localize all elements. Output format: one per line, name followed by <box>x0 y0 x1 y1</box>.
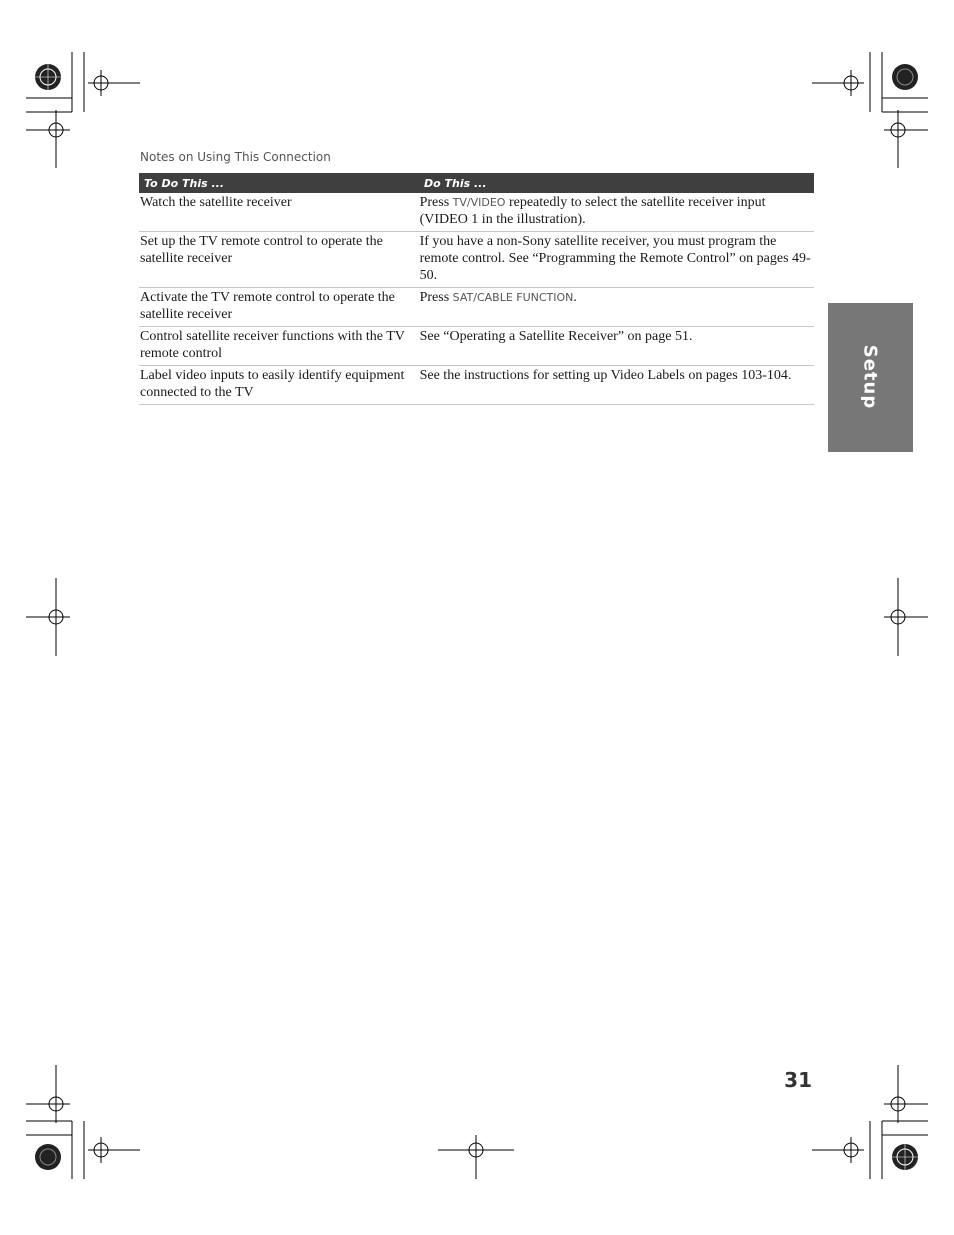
do-cell: Press TV/VIDEO repeatedly to select the satellite receiver input (VIDEO 1 in the illustration). <box>419 195 766 227</box>
side-tab-label: Setup <box>859 344 881 410</box>
table-header-row <box>139 173 814 193</box>
todo-cell: Activate the TV remote control to operate the satellite receiver <box>140 290 395 322</box>
table-row <box>139 232 814 288</box>
page-number: 31 <box>784 1068 812 1092</box>
registration-mark-top-right <box>812 52 932 172</box>
todo-cell: Label video inputs to easily identify equipment connected to the TV <box>140 368 405 400</box>
do-cell: If you have a non-Sony satellite receiver, you must program the remote control. See “Programming the Remote Control” on pages 49-50. <box>419 234 811 283</box>
registration-mark-mid-right <box>870 578 930 658</box>
todo-cell: Watch the satellite receiver <box>140 195 292 210</box>
table-row <box>139 327 814 366</box>
column-header-do: Do This ... <box>424 176 487 190</box>
registration-mark-bottom-center <box>436 1135 516 1185</box>
section-heading: Notes on Using This Connection <box>140 150 331 164</box>
todo-cell: Set up the TV remote control to operate the satellite receiver <box>140 234 383 266</box>
button-name: SAT/CABLE FUNCTION <box>452 291 574 304</box>
table-row <box>139 288 814 327</box>
registration-mark-bottom-right <box>812 1063 932 1183</box>
registration-mark-top-left <box>26 52 146 172</box>
do-cell: Press SAT/CABLE FUNCTION. <box>419 290 577 305</box>
registration-mark-mid-left <box>26 578 86 658</box>
notes-table <box>139 173 814 405</box>
column-header-todo: To Do This ... <box>144 176 225 190</box>
section-side-tab <box>828 303 913 452</box>
button-name: TV/VIDEO <box>452 196 506 209</box>
do-cell: See “Operating a Satellite Receiver” on page 51. <box>419 329 693 344</box>
table-row <box>139 366 814 405</box>
todo-cell: Control satellite receiver functions with the TV remote control <box>140 329 405 361</box>
registration-mark-bottom-left <box>26 1063 146 1183</box>
table-row <box>139 193 814 232</box>
do-cell: See the instructions for setting up Video Labels on pages 103-104. <box>419 368 792 383</box>
